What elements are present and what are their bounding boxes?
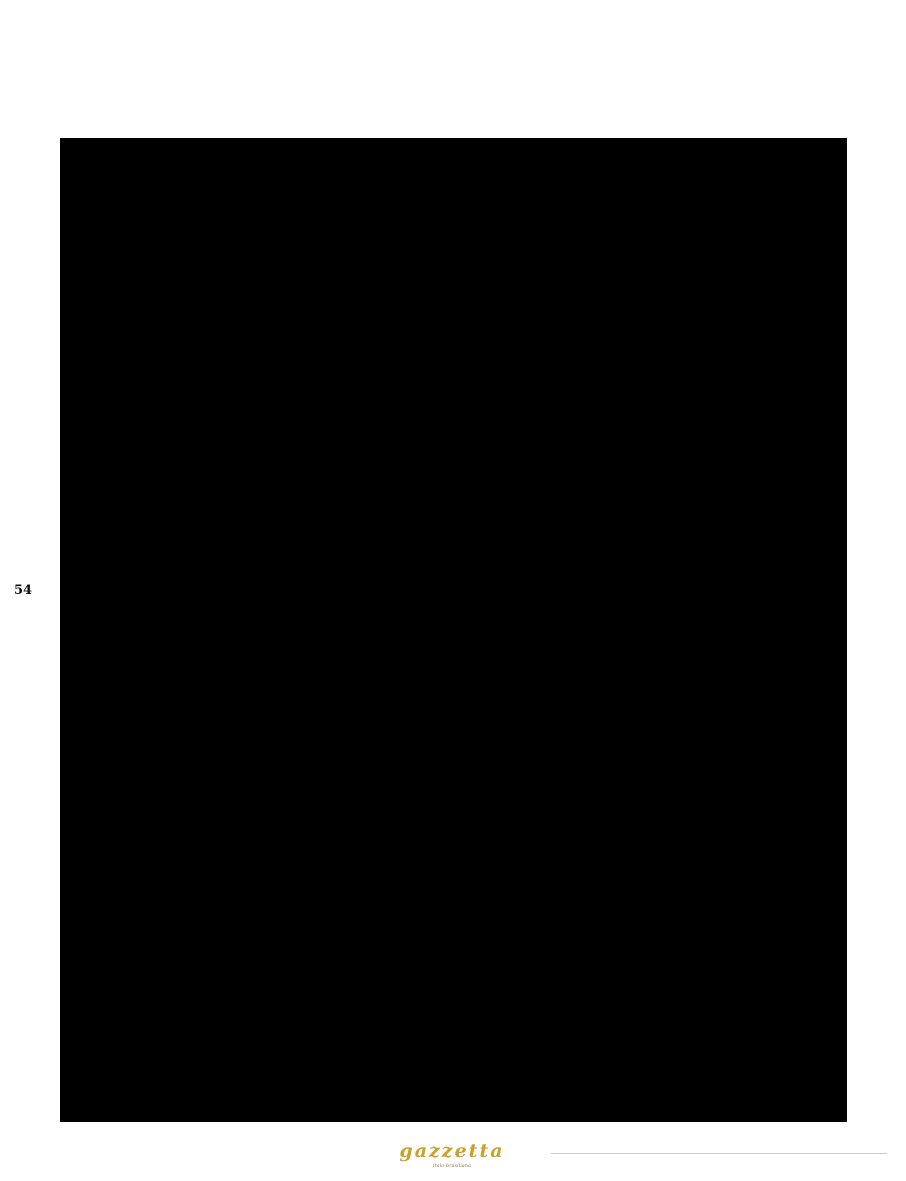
- paragraph: Non si dimentichi che l'India è stata firmataria della Convenzione di Vienna sulle relazioni diplomatiche del 1961 attraverso i poteri che le vengono indicati nella Costituzione, che ha, successivamente, accolto nel proprio ordinamento interno, secondo la procedura prevista dalla loro Costituzione.: [474, 743, 749, 822]
- paragraph: ticolo 32 paragrafo 2 della Convenzione di Vienna. La logica della rinuncia da parte dello Stato di invio o, in ogni modo, mediante l'espressa autorizzazione di esso, da un lato, si poggia sulla ragione che il fine inerente i privilegi e le immunità non è quello di favorire i soggetti ovvero gli individui, ma di garantire l'efficace svolgimento delle funzioni delle missioni diplomatiche in quanto rappresentanti gli Stati, e dall'altro, che il beneficiario dei privilegi e dell'immunità non può rinunciare ad un diritto di cui non è titolare. Se la rinuncia concerne il Capo missione – in tal caso l'ambasciatore italiano accreditato presso lo Stato indiano – dovrà provvedervi il Ministero degli Esteri; in tutti gli altri casi è possibile considerare che la rinuncia possa essere effettuata dall'ambasciatore, sebbene rappresentante del governo ed ex officio a ciò delegato dallo stesso Dicastero degli Esteri che lo ha inviato in India. Si è detto che la rinuncia deve essere sempre espressa, nel senso che non può presumersi che possa essere data sotto forma tacita per la ragione che tale possibilità non è stata accolta durante la conferenza di Vienna. In sostanza, si dispone che la rinuncia all'immunità diplomatica deve emanare dallo Stato d'invio ed essere sempre in forma espressa. È importante sottolineare che l'ordine partito dall'Alta Corte di revocare l'immunità all'ambasciatore italiano è fortemente in contrasto con la norma de quo, inserita nella Convenzione di Vienna del 1961, giacché avrebbe ricollegato al mero comportamento del diplomatico italiano il valore di una rinuncia implicita alla stessa immunità diplomatica. In sostanza, la rinuncia dell'agente diplomatico deve essere espressamente autorizzata dal proprio governo.: [159, 438, 434, 835]
- logo-subtitle: italo-brasiliana: [432, 1163, 471, 1169]
- logo-text: gazzetta: [399, 1140, 505, 1162]
- paragraph: autorizza l'Alta Corte a punire per offesa alla stessa istituzione giudiziaria. È stato asserito che questa disposizione costituzionale deve prevalere sull'immunità diplomatica, come viene enunciato nella sezione n.°2 della legge sulle relazioni diplomatiche che rammenta l'effetto prevalente della Convenzione di Vienna su ogni altra norma che escluda la costituzione indiana. Nel frattempo che l'Alta Corte indiana è ancora al lavoro per dare dei chiarimenti in merito al problema poc'anzi evidenziato, gli Stati Uniti d'America l'hanno già affrontato e data la risoluzione. In una causa in cui l'aiuto domestico di un agente diplomatico del Bangladesh ha cercato di far valere un proprio diritto contro la schiavitù, attenendosi al XIII emendamento, la Corte distrettuale di New York, nella causa Ashik Ahmed vs. AHM Sadiqul Hoque ha seguito quanto è stato determinato dalla Corte Suprema statunitense nel ritenere che il reclamo ovvero il ricorso costituzionale non ha alcuna prevalenza sulla norma internazionalmente riconosciuta come l'immunità diplomatica. La Corte distrettuale statunitense ha ritenuto che era divenuta dottrina non solo mercé un decreto del Congresso, ma dagli obblighi contenuti nel Trattato internazionale, accolto dal potere esecutivo con l'assenso del Congresso.: [474, 438, 749, 742]
- paragraph: In base alle ultime notizie, le autorità indiane hanno revocato l'ordine all'ambasciatore Daniele Mancini di lasciare il suolo indiano e gli hanno restituito la libertà di movimento e l'immunità diplomatica.: [474, 983, 749, 1035]
- paragraph: Ovviamente, i comportamenti delle autorità italiane hanno dimostrato una ferma volontà di indifferenza assoluta davanti agli occhi dell'Alta Corte indiana e sono stati considerati una vera e propria violazione della buona fede e del protocollo diplomatico. Tuttavia, nulla di tutto ciò dà, sia al Governo che all'Alta Corte dell'India, la possibilità di ricorrere o, meglio, di adottare provvedimenti di restrizione al Capo missione italiano. Questa vicenda va risolta direttamente a livello politico. Si può aggiungere che le autorità indiane abbiano posto in pericolo l'Istituto della immunità diplomatica, facendo prevalere il loro ordinamento interno su quello internazionale.: [474, 823, 749, 981]
- page-number: 54: [14, 583, 33, 598]
- footer-divider: [551, 1153, 887, 1154]
- paragraph: L'articolo 129 della carta costituzionale indiana: [177, 983, 388, 995]
- paragraph: In aggiunta, in base all'articolo 32 paragrafo 3 della Convenzione di Vienna del 1961, l'immunità non può essere invocata da un agente diplomatico nel momento in cui la domanda riconvenzionale sia connessa con la domanda principale. Per rendere tale eccezione all'applicabile immunità diplomatica in questo caso, qualsiasi potenziale sprezzo di ricorso giurisdizionale contro l'ambasciatore italiano dovrà essere visto come riconvenzionale nella dichiarazione scritta depositata sul comportamento dei due Fucilieri della Marina militare italiana. Pertanto, la legge inerente l'oltraggio alla Corte non consente tale lettura.: [159, 836, 434, 981]
- article-column-right: [474, 437, 749, 1035]
- article-column-left: [159, 437, 434, 995]
- gazzetta-logo: [396, 1140, 508, 1170]
